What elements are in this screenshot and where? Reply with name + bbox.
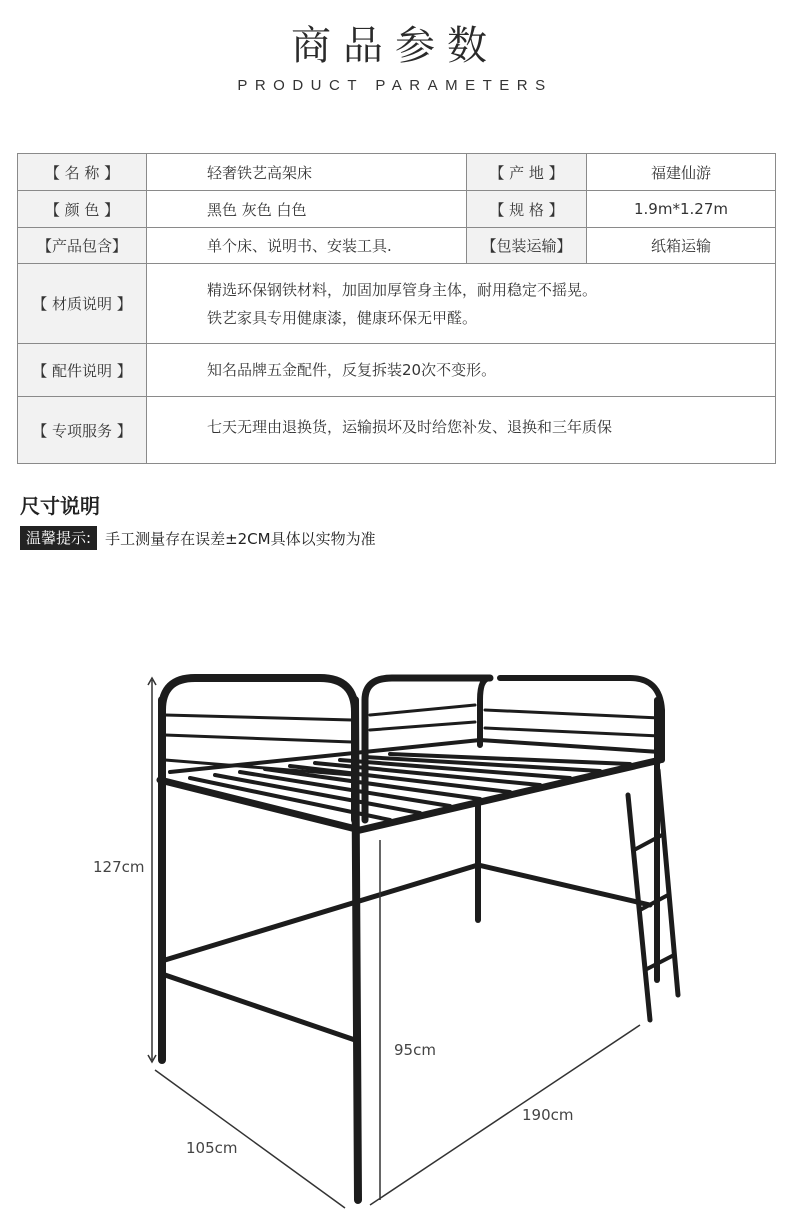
dim-width: 105cm [186,1139,238,1157]
package-value: 单个床、说明书、安装工具. [147,228,467,264]
color-value: 黑色 灰色 白色 [147,191,467,228]
table-row [18,228,776,264]
material-value [147,264,776,344]
params-table [17,153,776,464]
origin-label: 【 产 地 】 [467,154,587,191]
loft-bed-illustration [0,600,790,1210]
dim-length: 190cm [522,1106,574,1124]
table-row [18,154,776,191]
service-label: 【 专项服务 】 [18,397,147,464]
material-line-2: 铁艺家具专用健康漆，健康环保无甲醛。 [207,308,478,327]
parts-value: 知名品牌五金配件，反复拆装20次不变形。 [147,344,776,397]
size-section-title: 尺寸说明 [20,494,100,518]
material-label: 【 材质说明 】 [18,264,147,344]
shipping-value: 纸箱运输 [587,228,776,264]
parts-label: 【 配件说明 】 [18,344,147,397]
table-row [18,344,776,397]
tip-label: 温馨提示: [20,526,97,550]
color-label: 【 颜 色 】 [18,191,147,228]
page-title: 商品参数 [291,23,499,69]
table-row [18,264,776,344]
name-label: 【 名 称 】 [18,154,147,191]
name-value: 轻奢铁艺高架床 [147,154,467,191]
page-subtitle: PRODUCT PARAMETERS [237,77,553,94]
tip-text: 手工测量存在误差±2CM具体以实物为准 [105,529,376,548]
dim-height-total: 127cm [93,858,145,876]
table-row [18,397,776,464]
spec-value: 1.9m*1.27m [587,191,776,228]
origin-value: 福建仙游 [587,154,776,191]
spec-label: 【 规 格 】 [467,191,587,228]
table-row [18,191,776,228]
tip-bar [20,526,376,550]
dim-height-under: 95cm [394,1041,436,1059]
shipping-label: 【包装运输】 [467,228,587,264]
package-label: 【产品包含】 [18,228,147,264]
bed-frame [160,678,678,1200]
material-line-1: 精选环保钢铁材料，加固加厚管身主体，耐用稳定不摇晃。 [207,280,598,299]
service-value: 七天无理由退换货，运输损坏及时给您补发、退换和三年质保 [147,397,776,464]
